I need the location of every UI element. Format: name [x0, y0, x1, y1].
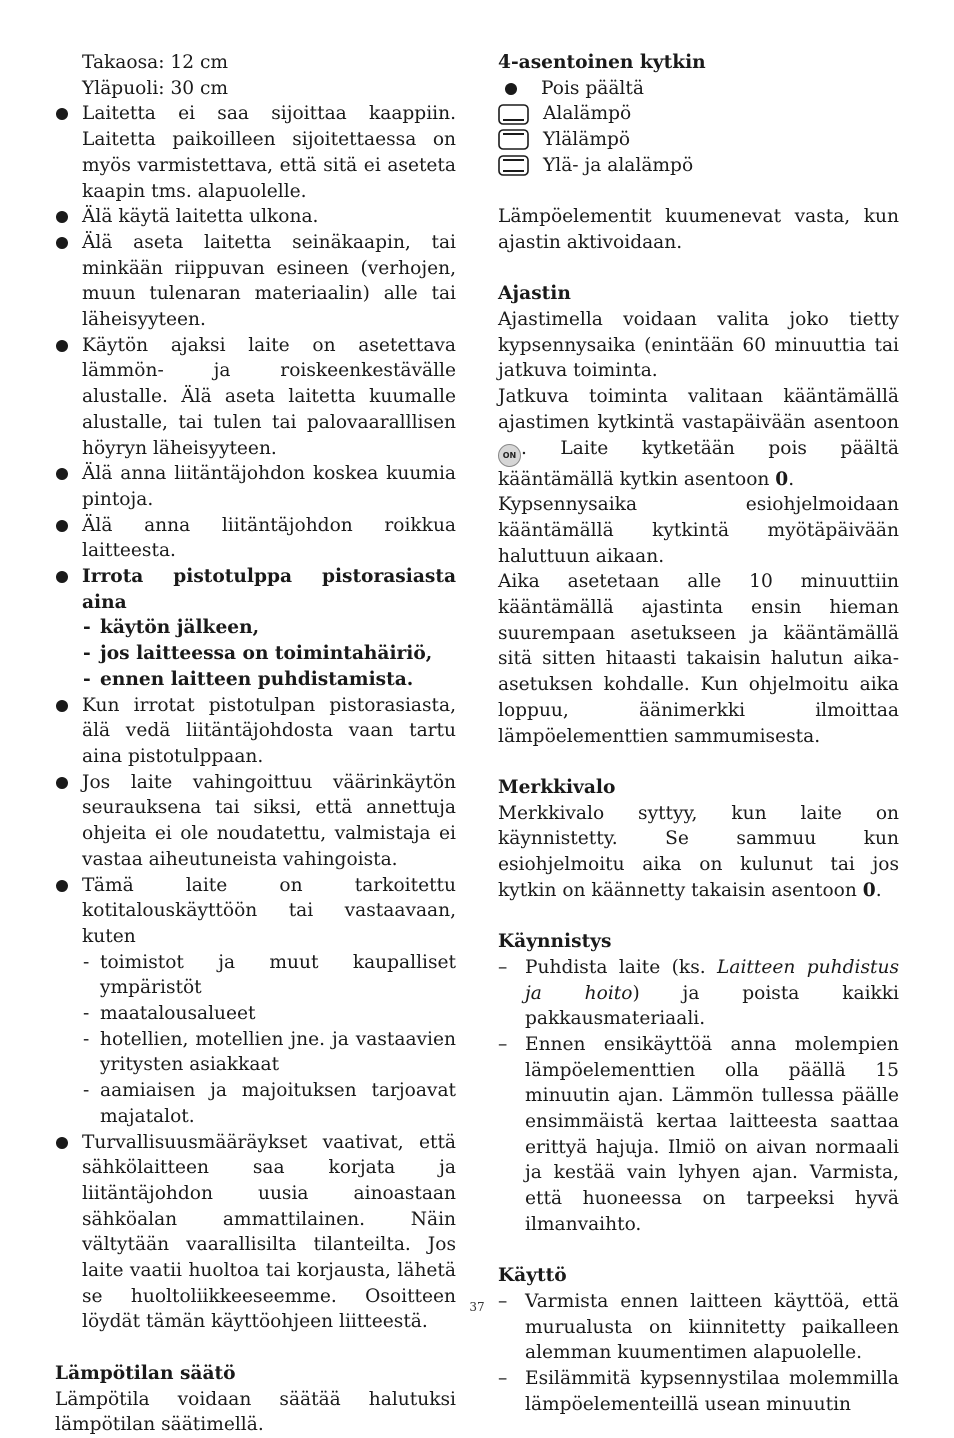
- off-dot-icon: [505, 83, 517, 95]
- temperature-text: Lämpötila voidaan säätää halutuksi lämpötilan säätimellä.: [55, 1388, 456, 1436]
- use-step: – Esilämmitä kypsennystilaa molemmilla lämpöelementeillä usean minuutin: [498, 1366, 899, 1417]
- use-step: – Varmista ennen laitteen käyttöä, että murualusta on kiinnitetty paikalleen alemman kuumentimen alapuolelle.: [498, 1289, 899, 1366]
- right-column: [498, 50, 899, 1417]
- indicator-text: Merkkivalo syttyy, kun laite on käynnistetty. Se sammuu kun esiohjelmoitu aika on kulunut tai jos kytkin on käännetty takaisin asentoon 0.: [498, 802, 899, 901]
- timer-heading: Ajastin: [498, 283, 571, 305]
- switch-option-label: Ylä- ja alalämpö: [543, 154, 694, 176]
- indicator-heading: Merkkivalo: [498, 776, 616, 798]
- timer-paragraph: Aika asetetaan alle 10 minuuttiin kääntämällä ajastinta ensin hieman suurempaan asetukseen ja kääntämällä sitä sitten hitaasti takaisin halutun aika-asetuksen kohdalle. Kun ohjelmoitu aika loppuu, äänimerkki ilmoittaa lämpöelementtien sammumisesta.: [498, 571, 899, 747]
- household-bullet: Tämä laite on tarkoitettu kotitalouskäyttöön tai vastaavaan, kuten: [55, 873, 456, 950]
- safety-bullet: Älä anna liitäntäjohdon koskea kuumia pintoja.: [55, 461, 456, 512]
- left-column: [55, 50, 456, 1438]
- safety-bullet: Älä anna liitäntäjohdon roikkua laitteesta.: [55, 513, 456, 564]
- timer-paragraph: Jatkuva toiminta valitaan kääntämällä ajastimen kytkintä vastapäivään asentoon ON . Laite kytketään pois päältä kääntämällä kytkin asentoon 0.: [498, 386, 899, 490]
- temperature-heading: Lämpötilan säätö: [55, 1362, 236, 1384]
- on-position-icon: ON: [498, 444, 521, 467]
- safety-bullet: Kun irrotat pistotulpan pistorasiasta, älä vedä liitäntäjohdosta vaan tartu aina pistotulppaan.: [55, 693, 456, 770]
- elements-text: Lämpöelementit kuumenevat vasta, kun ajastin aktivoidaan.: [498, 206, 899, 253]
- startup-heading: Käynnistys: [498, 931, 612, 953]
- safety-bullet: Laitetta ei saa sijoittaa kaappiin. Laitetta paikoilleen sijoitettaessa on myös varmistettava, että sitä ei aseteta kaapin tms. alapuolelle.: [55, 101, 456, 204]
- unplug-item: - jos laitteessa on toimintahäiriö,: [55, 641, 456, 667]
- safety-bullet: Jos laite vahingoittuu väärinkäytön seurauksena tai siksi, että annettuja ohjeita ei ole noudatettu, valmistaja ei vastaa aiheutuneista vahingoista.: [55, 770, 456, 873]
- household-item: - maatalousalueet: [55, 1001, 456, 1027]
- switch-option-off: [498, 76, 899, 102]
- clearance-top: Yläpuoli: 30 cm: [82, 77, 229, 99]
- startup-step: – Puhdista laite (ks. Laitteen puhdistus ja hoito) ja poista kaikki pakkausmateriaali.: [498, 955, 899, 1032]
- clearance-back: Takaosa: 12 cm: [82, 52, 229, 73]
- switch-option-bottom-heat: [498, 101, 899, 127]
- switch-option-label: Alalämpö: [543, 103, 632, 125]
- switch-option-top-heat: [498, 127, 899, 153]
- bottom-heat-icon: [498, 104, 529, 125]
- timer-paragraph: Ajastimella voidaan valita joko tietty kypsennysaika (enintään 60 minuuttia tai jatkuva toiminta.: [498, 309, 899, 382]
- unplug-item: - käytön jälkeen,: [55, 615, 456, 641]
- page-number: 37: [469, 1300, 485, 1314]
- startup-step: – Ennen ensikäyttöä anna molempien lämpöelementtien olla päällä 15 minuutin ajan. Lämmön tullessa päälle ensimmäistä kertaa laitteesta saattaa erittyä hajuja. Ilmiö on aivan normaali ja kestää vain lyhyen ajan. Varmista, että huoneessa on tarpeeksi hyvä ilmanvaihto.: [498, 1032, 899, 1238]
- top-heat-icon: [498, 129, 529, 150]
- switch-option-label: Pois päältä: [541, 77, 644, 99]
- safety-bullet: Älä aseta laitetta seinäkaapin, tai minkään riippuvan esineen (verhojen, muun tulenaran materiaalin) alle tai läheisyyteen.: [55, 230, 456, 333]
- household-item: - aamiaisen ja majoituksen tarjoavat majatalot.: [55, 1078, 456, 1129]
- safety-bullet: Älä käytä laitetta ulkona.: [55, 204, 456, 230]
- household-item: - toimistot ja muut kaupalliset ympäristöt: [55, 950, 456, 1001]
- use-heading: Käyttö: [498, 1265, 567, 1287]
- safety-bullet: Käytön ajaksi laite on asetettava lämmön- ja roiskeenkestävälle alustalle. Älä aseta laitetta kuumalle alustalle, tai tulen tai palovaaralllisen höyryn läheisyyteen.: [55, 333, 456, 462]
- top-bottom-heat-icon: [498, 155, 529, 176]
- unplug-item: - ennen laitteen puhdistamista.: [55, 667, 456, 693]
- switch-heading: 4-asentoinen kytkin: [498, 52, 706, 73]
- switch-option-label: Ylälämpö: [543, 129, 631, 151]
- timer-paragraph: Kypsennysaika esiohjelmoidaan kääntämällä kytkintä myötäpäivään haluttuun aikaan.: [498, 494, 899, 567]
- household-item: - hotellien, motellien jne. ja vastaavien yritysten asiakkaat: [55, 1027, 456, 1078]
- unplug-bullet: Irrota pistotulppa pistorasiasta aina: [55, 564, 456, 615]
- safety-bullet: Turvallisuusmääräykset vaativat, että sähkölaitteen saa korjata ja liitäntäjohdon uusia ainoastaan sähköalan ammattilainen. Näin vältytään vaarallisilta tilanteilta. Jos laite vaatii huoltoa tai korjausta, lähetä se huoltoliikkeeseemme. Osoitteen löydät tämän käyttöohjeen liitteestä.: [55, 1130, 456, 1336]
- switch-option-both-heat: [498, 153, 899, 179]
